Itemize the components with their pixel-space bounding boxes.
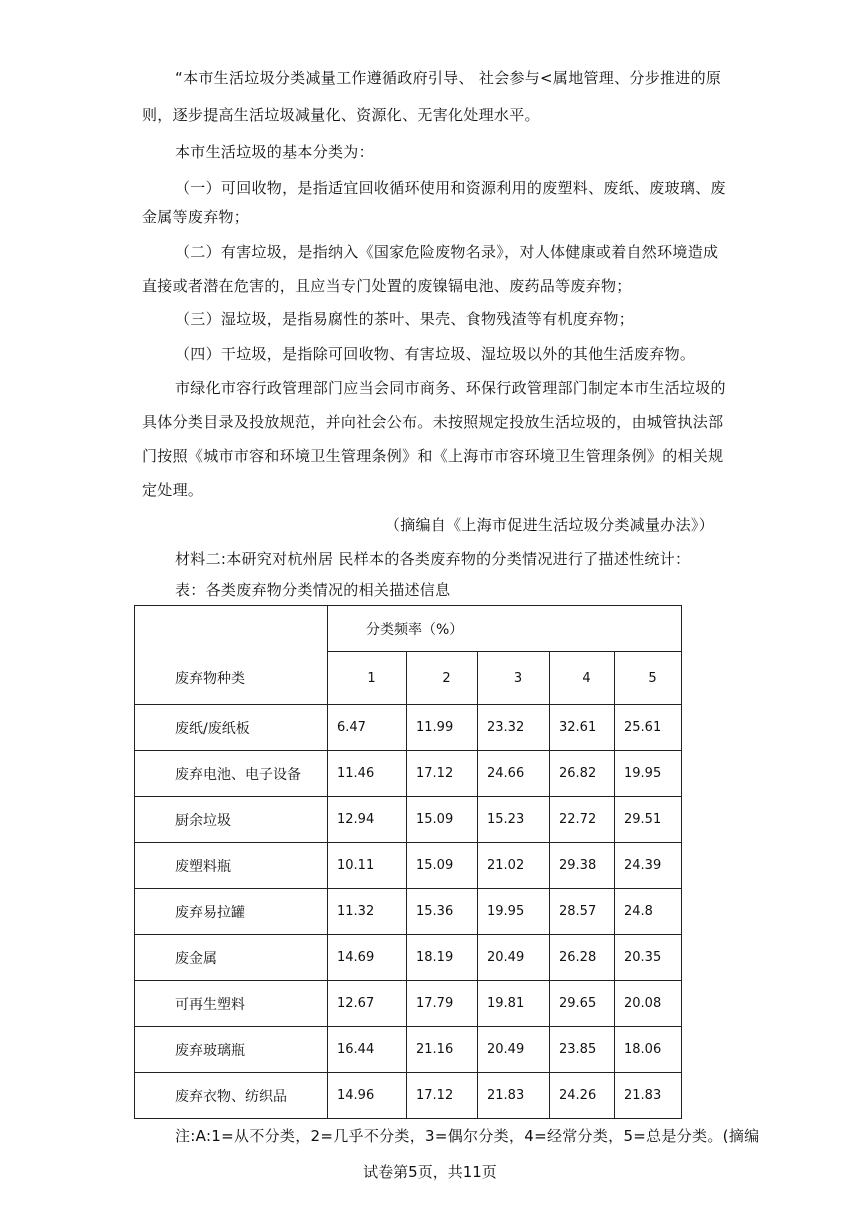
waste-type-cell: 废纸/废纸板 xyxy=(135,705,328,751)
frequency-cell: 20.49 xyxy=(478,935,550,981)
table-row xyxy=(135,843,682,889)
source-citation: （摘编自《上海市促进生活垃圾分类减量办法》） xyxy=(384,516,714,534)
frequency-cell: 18.06 xyxy=(615,1027,682,1073)
waste-type-cell: 废弃衣物、纺织品 xyxy=(135,1073,328,1119)
header-col-1: 1 xyxy=(328,652,407,705)
table-row xyxy=(135,705,682,751)
paragraph-5: （三）湿垃圾，是指易腐性的茶叶、果壳、食物残渣等有机度弃物； xyxy=(175,310,635,328)
frequency-cell: 15.23 xyxy=(478,797,550,843)
waste-type-cell: 废金属 xyxy=(135,935,328,981)
material-two-intro: 材料二:本研究对杭州居 民样本的各类废弃物的分类情况进行了描述性统计： xyxy=(175,550,691,568)
table-row xyxy=(135,935,682,981)
frequency-cell: 15.36 xyxy=(407,889,478,935)
frequency-cell: 21.02 xyxy=(478,843,550,889)
frequency-cell: 23.32 xyxy=(478,705,550,751)
frequency-cell: 25.61 xyxy=(615,705,682,751)
frequency-cell: 14.69 xyxy=(328,935,407,981)
header-frequency: 分类频率（%） xyxy=(328,606,682,652)
frequency-cell: 20.08 xyxy=(615,981,682,1027)
waste-type-cell: 可再生塑料 xyxy=(135,981,328,1027)
frequency-cell: 29.65 xyxy=(550,981,615,1027)
frequency-cell: 19.81 xyxy=(478,981,550,1027)
frequency-cell: 14.96 xyxy=(328,1073,407,1119)
frequency-cell: 22.72 xyxy=(550,797,615,843)
frequency-cell: 17.79 xyxy=(407,981,478,1027)
frequency-cell: 20.49 xyxy=(478,1027,550,1073)
frequency-cell: 21.83 xyxy=(478,1073,550,1119)
frequency-cell: 18.19 xyxy=(407,935,478,981)
paragraph-3-line-1: （一）可回收物，是指适宜回收循环使用和资源利用的废塑料、废纸、废玻璃、废 xyxy=(175,179,726,197)
paragraph-4-line-1: （二）有害垃圾，是指纳入《国家危险废物名录》，对人体健康或着自然环境造成 xyxy=(175,243,719,261)
paragraph-7-line-3: 门按照《城市市容和环境卫生管理条例》和《上海市市容环境卫生管理条例》的相关规 xyxy=(142,447,724,465)
frequency-cell: 6.47 xyxy=(328,705,407,751)
waste-type-cell: 废弃玻璃瓶 xyxy=(135,1027,328,1073)
table-header-row-1 xyxy=(135,606,682,652)
frequency-cell: 15.09 xyxy=(407,843,478,889)
header-col-3: 3 xyxy=(478,652,550,705)
frequency-cell: 17.12 xyxy=(407,751,478,797)
paragraph-2: 本市生活垃圾的基本分类为： xyxy=(175,143,374,161)
frequency-cell: 29.51 xyxy=(615,797,682,843)
frequency-cell: 16.44 xyxy=(328,1027,407,1073)
frequency-cell: 17.12 xyxy=(407,1073,478,1119)
waste-type-cell: 厨余垃圾 xyxy=(135,797,328,843)
header-col-5: 5 xyxy=(615,652,682,705)
header-waste-type: 废弃物种类 xyxy=(135,606,328,705)
header-col-2: 2 xyxy=(407,652,478,705)
frequency-cell: 21.83 xyxy=(615,1073,682,1119)
table-row xyxy=(135,1027,682,1073)
frequency-cell: 23.85 xyxy=(550,1027,615,1073)
frequency-cell: 19.95 xyxy=(615,751,682,797)
paragraph-3-line-2: 金属等废弃物； xyxy=(142,208,250,226)
frequency-cell: 24.66 xyxy=(478,751,550,797)
table-row xyxy=(135,751,682,797)
waste-type-cell: 废弃电池、电子设备 xyxy=(135,751,328,797)
frequency-cell: 11.46 xyxy=(328,751,407,797)
frequency-cell: 29.38 xyxy=(550,843,615,889)
frequency-cell: 11.99 xyxy=(407,705,478,751)
frequency-cell: 21.16 xyxy=(407,1027,478,1073)
header-col-4: 4 xyxy=(550,652,615,705)
frequency-cell: 24.8 xyxy=(615,889,682,935)
frequency-cell: 24.26 xyxy=(550,1073,615,1119)
table-row xyxy=(135,797,682,843)
page-footer: 试卷第5页，共11页 xyxy=(363,1163,497,1181)
table-row xyxy=(135,889,682,935)
table-caption: 表：各类废弃物分类情况的相关描述信息 xyxy=(175,581,451,599)
frequency-cell: 10.11 xyxy=(328,843,407,889)
frequency-cell: 12.67 xyxy=(328,981,407,1027)
table-note: 注:A:1=从不分类，2=几乎不分类，3=偶尔分类，4=经常分类，5=总是分类。(摘编 xyxy=(175,1127,760,1145)
paragraph-7-line-4: 定处理。 xyxy=(142,481,204,499)
waste-type-cell: 废弃易拉罐 xyxy=(135,889,328,935)
paragraph-1-line-1: “本市生活垃圾分类减量工作遵循政府引导、 社会参与<属地管理、分步推进的原 xyxy=(175,69,722,87)
waste-type-cell: 废塑料瓶 xyxy=(135,843,328,889)
paragraph-7-line-1: 市绿化市容行政管理部门应当会同市商务、环保行政管理部门制定本市生活垃圾的 xyxy=(175,379,726,397)
paragraph-1-line-2: 则，逐步提高生活垃圾减量化、资源化、无害化处理水平。 xyxy=(142,106,540,124)
frequency-cell: 19.95 xyxy=(478,889,550,935)
frequency-cell: 15.09 xyxy=(407,797,478,843)
frequency-cell: 20.35 xyxy=(615,935,682,981)
paragraph-6: （四）干垃圾，是指除可回收物、有害垃圾、湿垃圾以外的其他生活废弃物。 xyxy=(175,345,696,363)
paragraph-7-line-2: 具体分类目录及投放规范，并向社会公布。未按照规定投放生活垃圾的，由城管执法部 xyxy=(142,413,724,431)
frequency-cell: 24.39 xyxy=(615,843,682,889)
waste-classification-table xyxy=(134,605,682,1119)
frequency-cell: 28.57 xyxy=(550,889,615,935)
frequency-cell: 11.32 xyxy=(328,889,407,935)
table-row xyxy=(135,981,682,1027)
frequency-cell: 32.61 xyxy=(550,705,615,751)
frequency-cell: 12.94 xyxy=(328,797,407,843)
frequency-cell: 26.82 xyxy=(550,751,615,797)
frequency-cell: 26.28 xyxy=(550,935,615,981)
table-row xyxy=(135,1073,682,1119)
paragraph-4-line-2: 直接或者潜在危害的，且应当专门处置的废镍镉电池、废药品等废弃物； xyxy=(142,277,632,295)
